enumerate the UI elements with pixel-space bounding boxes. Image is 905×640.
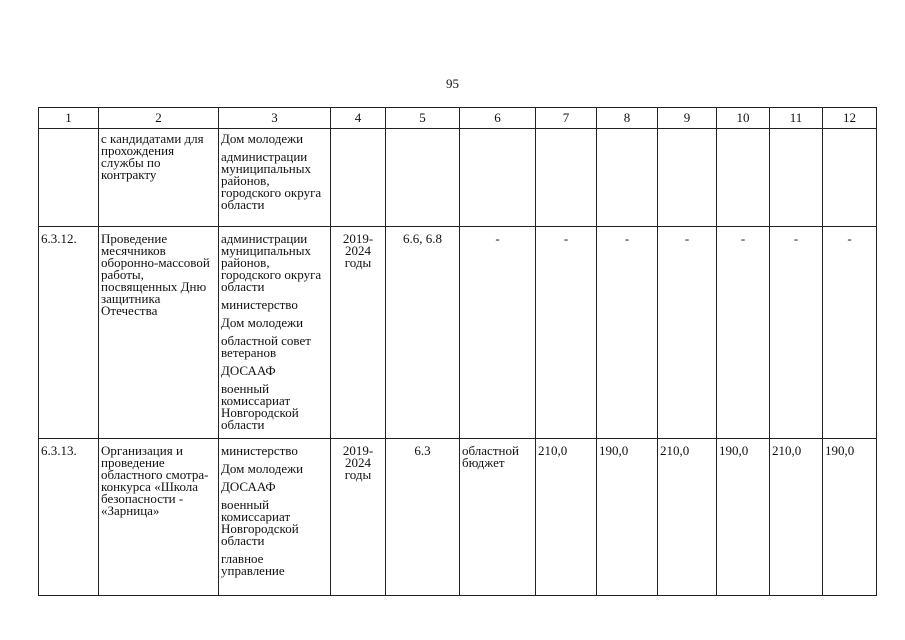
- header-cell-6: 6: [460, 108, 536, 129]
- indicators-cell: 6.3: [386, 439, 460, 596]
- executor: министерство: [221, 297, 298, 312]
- value-cell: [597, 129, 658, 227]
- value-cell: -: [717, 227, 770, 439]
- header-cell-1: 1: [39, 108, 99, 129]
- source-cell: -: [460, 227, 536, 439]
- item-number: 6.3.12.: [39, 227, 99, 439]
- executors-cell: [219, 439, 331, 596]
- executor: Дом молодежи: [221, 315, 304, 330]
- executor: министерство: [221, 443, 298, 458]
- header-cell-12: 12: [823, 108, 877, 129]
- page-number: 95: [446, 76, 459, 91]
- executors-cell: [219, 227, 331, 439]
- value-cell: [823, 129, 877, 227]
- activity-cell: с кандидатами для прохождения службы по контракту: [99, 129, 219, 227]
- period-cell: 2019-2024 годы: [331, 227, 386, 439]
- header-cell-11: 11: [770, 108, 823, 129]
- table-row: [39, 227, 877, 439]
- activity-cell: Организация и проведение областного смотра-конкурса «Школа безопасности - «Зарница»: [99, 439, 219, 596]
- source-cell: областной бюджет: [460, 439, 536, 596]
- value-cell: 210,0: [536, 439, 597, 596]
- value-cell: -: [823, 227, 877, 439]
- value-cell: -: [536, 227, 597, 439]
- value-cell: 190,0: [717, 439, 770, 596]
- executor: ДОСААФ: [221, 363, 276, 378]
- header-cell-7: 7: [536, 108, 597, 129]
- indicators-cell: 6.6, 6.8: [386, 227, 460, 439]
- executors-cell: [219, 129, 331, 227]
- value-cell: 210,0: [770, 439, 823, 596]
- header-cell-3: 3: [219, 108, 331, 129]
- header-cell-10: 10: [717, 108, 770, 129]
- program-table: [38, 107, 877, 596]
- header-cell-8: 8: [597, 108, 658, 129]
- executor: военный комиссариат Новгородской области: [221, 497, 299, 548]
- executor: главное управление: [221, 551, 285, 578]
- item-number: [39, 129, 99, 227]
- executor: администрации муниципальных районов, городского округа области: [221, 231, 322, 294]
- executor: Дом молодежи: [221, 461, 304, 476]
- executor: областной совет ветеранов: [221, 333, 311, 360]
- value-cell: -: [658, 227, 717, 439]
- item-number: 6.3.13.: [39, 439, 99, 596]
- value-cell: [536, 129, 597, 227]
- table-row: [39, 439, 877, 596]
- header-row: [39, 108, 877, 129]
- period-cell: [331, 129, 386, 227]
- header-cell-9: 9: [658, 108, 717, 129]
- source-cell: [460, 129, 536, 227]
- period-cell: 2019-2024 годы: [331, 439, 386, 596]
- value-cell: -: [770, 227, 823, 439]
- executor: Дом молодежи: [221, 131, 304, 146]
- table-row: [39, 129, 877, 227]
- value-cell: [658, 129, 717, 227]
- value-cell: -: [597, 227, 658, 439]
- value-cell: [770, 129, 823, 227]
- value-cell: 190,0: [823, 439, 877, 596]
- indicators-cell: [386, 129, 460, 227]
- value-cell: [717, 129, 770, 227]
- executor: военный комиссариат Новгородской области: [221, 381, 299, 432]
- value-cell: 190,0: [597, 439, 658, 596]
- header-cell-4: 4: [331, 108, 386, 129]
- header-cell-5: 5: [386, 108, 460, 129]
- executor: ДОСААФ: [221, 479, 276, 494]
- header-cell-2: 2: [99, 108, 219, 129]
- executor: администрации муниципальных районов, городского округа области: [221, 149, 322, 212]
- activity-cell: Проведение месячников оборонно-массовой работы, посвященных Дню защитника Отечества: [99, 227, 219, 439]
- value-cell: 210,0: [658, 439, 717, 596]
